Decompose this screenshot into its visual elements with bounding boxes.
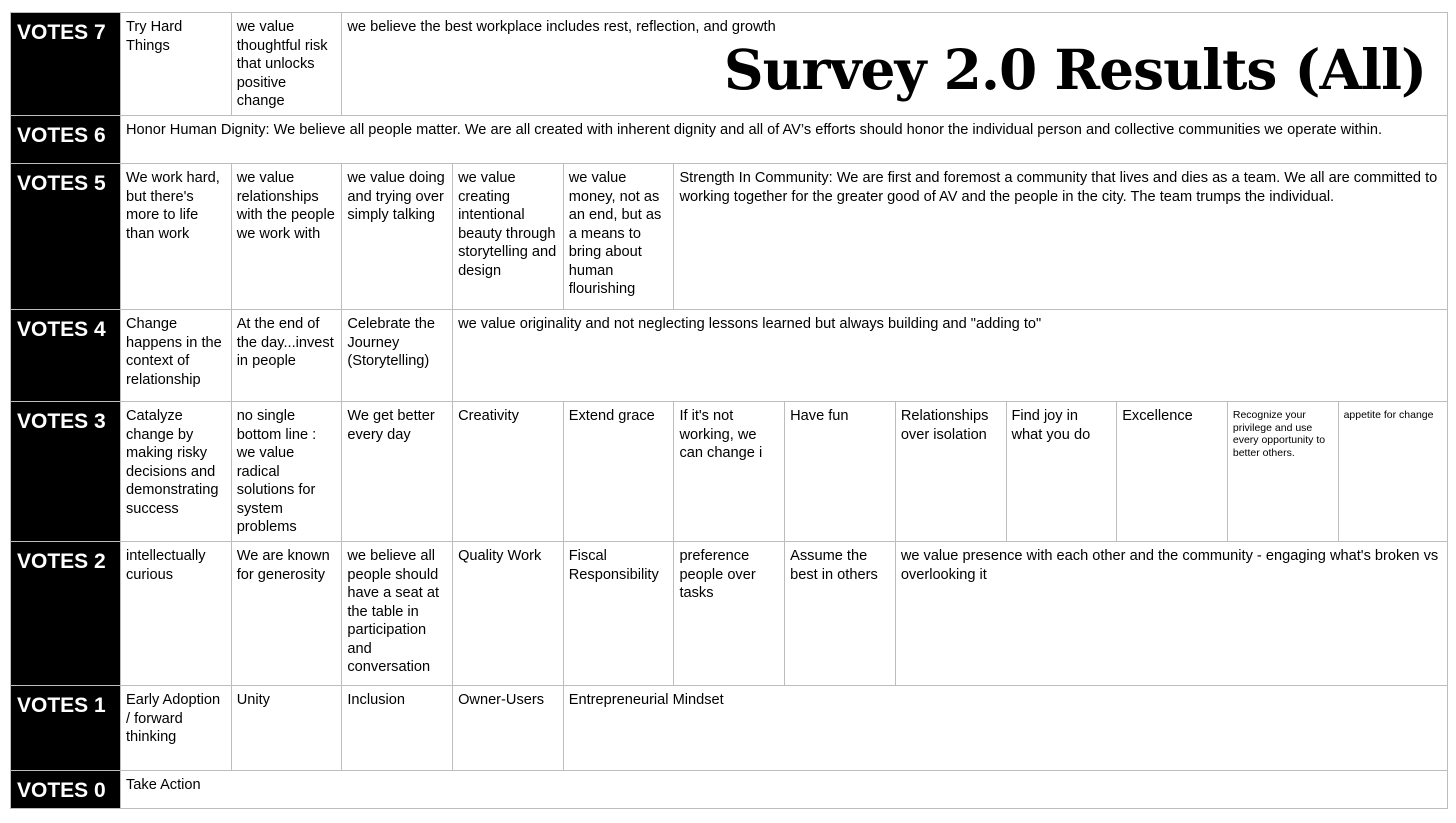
value-cell: At the end of the day...invest in people: [232, 310, 343, 402]
value-cell: Assume the best in others: [785, 542, 896, 686]
value-cell: Try Hard Things: [121, 13, 232, 116]
value-cell: we value money, not as an end, but as a means to bring about human flourishing: [564, 164, 675, 310]
row-label: VOTES 6: [11, 116, 121, 164]
row-label: VOTES 1: [11, 686, 121, 771]
value-cell: no single bottom line : we value radical solutions for system problems: [232, 402, 343, 542]
value-cell: Extend grace: [564, 402, 675, 542]
value-cell: we believe all people should have a seat at the table in participation and conversation: [342, 542, 453, 686]
value-cell: Owner-Users: [453, 686, 564, 771]
value-cell: Inclusion: [342, 686, 453, 771]
value-cell: Have fun: [785, 402, 896, 542]
value-cell: Unity: [232, 686, 343, 771]
value-cell: Catalyze change by making risky decisions and demonstrating success: [121, 402, 232, 542]
row-votes-6: [11, 116, 1448, 164]
row-label: VOTES 0: [11, 771, 121, 809]
value-cell: Change happens in the context of relationship: [121, 310, 232, 402]
value-cell: We work hard, but there's more to life than work: [121, 164, 232, 310]
row-votes-5: [11, 164, 1448, 310]
value-cell: We get better every day: [342, 402, 453, 542]
value-cell: we value relationships with the people we work with: [232, 164, 343, 310]
value-cell: appetite for change: [1339, 402, 1448, 542]
row-votes-3: [11, 402, 1448, 542]
row-votes-1: [11, 686, 1448, 771]
row-label: VOTES 2: [11, 542, 121, 686]
value-cell: Fiscal Responsibility: [564, 542, 675, 686]
value-cell: Take Action: [121, 771, 1448, 809]
value-cell: Celebrate the Journey (Storytelling): [342, 310, 453, 402]
value-cell: Relationships over isolation: [896, 402, 1007, 542]
value-cell: we value presence with each other and the community - engaging what's broken vs overlooking it: [896, 542, 1448, 686]
row-votes-2: [11, 542, 1448, 686]
value-cell: intellectually curious: [121, 542, 232, 686]
value-cell: We are known for generosity: [232, 542, 343, 686]
row-label: VOTES 3: [11, 402, 121, 542]
survey-results-table: [10, 12, 1448, 809]
value-cell: preference people over tasks: [674, 542, 785, 686]
value-cell: we value thoughtful risk that unlocks positive change: [232, 13, 343, 116]
value-cell: we believe the best workplace includes rest, reflection, and growth: [342, 13, 1448, 116]
row-votes-0: [11, 771, 1448, 809]
row-label: VOTES 4: [11, 310, 121, 402]
value-cell: If it's not working, we can change i: [674, 402, 785, 542]
row-label: VOTES 5: [11, 164, 121, 310]
value-cell: we value originality and not neglecting lessons learned but always building and "adding to": [453, 310, 1448, 402]
row-label: VOTES 7: [11, 13, 121, 116]
row-votes-4: [11, 310, 1448, 402]
value-cell: Quality Work: [453, 542, 564, 686]
value-cell: Early Adoption / forward thinking: [121, 686, 232, 771]
value-cell: we value doing and trying over simply talking: [342, 164, 453, 310]
page-title: Survey 2.0 Results (All): [723, 37, 1426, 102]
value-cell: Find joy in what you do: [1007, 402, 1118, 542]
value-cell: we value creating intentional beauty through storytelling and design: [453, 164, 564, 310]
value-cell: Recognize your privilege and use every opportunity to better others.: [1228, 402, 1339, 542]
value-cell: Honor Human Dignity: We believe all people matter. We are all created with inherent dignity and all of AV’s efforts should honor the individual person and collective communities we operate within.: [121, 116, 1448, 164]
value-cell: Creativity: [453, 402, 564, 542]
value-cell: Entrepreneurial Mindset: [564, 686, 1448, 771]
value-cell: Excellence: [1117, 402, 1228, 542]
value-cell: Strength In Community: We are first and foremost a community that lives and dies as a team. We all are committed to working together for the greater good of AV and the people in the city. The team trumps the individual.: [674, 164, 1448, 310]
